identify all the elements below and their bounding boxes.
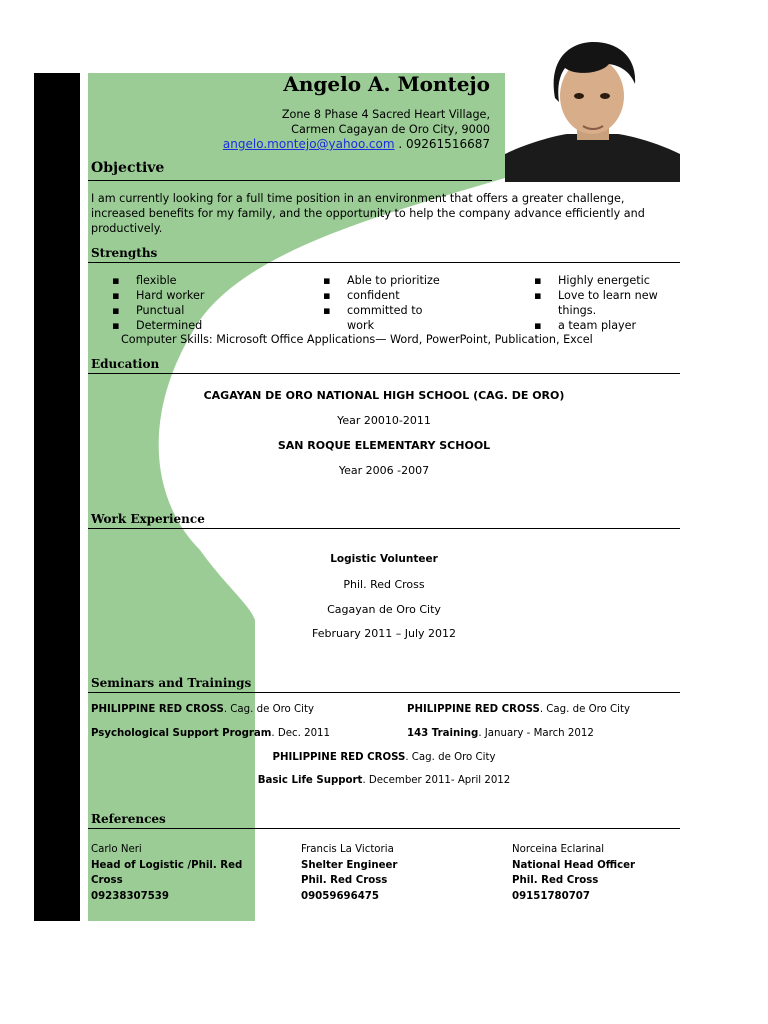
work-location: Cagayan de Oro City <box>327 603 441 616</box>
seminars-rule <box>88 692 680 693</box>
email-link[interactable]: angelo.montejo@yahoo.com <box>222 137 395 151</box>
list-item: work <box>347 319 375 332</box>
list-item: things. <box>558 304 597 317</box>
black-sidebar <box>34 73 80 921</box>
strengths-list-1 <box>112 273 205 333</box>
reference-org: Phil. Red Cross <box>512 875 599 886</box>
phone-number: . 09261516687 <box>398 137 490 151</box>
education-school-1: CAGAYAN DE ORO NATIONAL HIGH SCHOOL (CAG. DE ORO) <box>203 389 565 402</box>
reference-name: Norceina Eclarinal <box>512 844 605 855</box>
work-rule <box>88 528 680 529</box>
education-year-1: Year 20010-2011 <box>337 414 431 427</box>
reference-2 <box>301 842 501 904</box>
strengths-rule <box>88 262 680 263</box>
work-dates: February 2011 – July 2012 <box>312 627 456 640</box>
work-position: Logistic Volunteer <box>330 553 438 565</box>
seminar-2-program: 143 Training. January - March 2012 <box>407 728 594 739</box>
list-item: ▪ Able to prioritize <box>323 274 440 287</box>
education-rule <box>88 373 680 374</box>
strengths-heading: Strengths <box>91 246 158 260</box>
reference-name: Carlo Neri <box>91 844 142 855</box>
computer-skills: Computer Skills: Microsoft Office Applications— Word, PowerPoint, Publication, Excel <box>121 333 593 346</box>
reference-phone: 09059696475 <box>301 890 379 902</box>
references-heading: References <box>91 812 166 826</box>
reference-title: National Head Officer <box>512 859 636 871</box>
education-school-2: SAN ROQUE ELEMENTARY SCHOOL <box>277 439 491 452</box>
objective-heading: Objective <box>91 160 165 176</box>
seminars-heading: Seminars and Trainings <box>91 676 252 690</box>
list-item: ▪ a team player <box>534 319 637 332</box>
reference-title-cont: Cross <box>91 875 123 886</box>
reference-3 <box>512 842 680 904</box>
contact-line <box>223 137 490 151</box>
education-year-2: Year 2006 -2007 <box>338 464 430 477</box>
reference-title: Shelter Engineer <box>301 859 398 871</box>
education-heading: Education <box>91 357 160 371</box>
address-line-2: Carmen Cagayan de Oro City, 9000 <box>291 123 490 136</box>
list-item: ▪ flexible <box>112 274 177 287</box>
reference-1 <box>91 842 291 904</box>
seminar-1-org: PHILIPPINE RED CROSS. Cag. de Oro City <box>91 704 314 715</box>
objective-text: I am currently looking for a full time position in an environment that offers a greater challenge, increased benefits for my family, and the opportunity to help the company advance efficiently and productively. <box>91 192 645 235</box>
list-item: ▪ Determined <box>112 319 203 332</box>
address-line-1: Zone 8 Phase 4 Sacred Heart Village, <box>281 108 490 121</box>
profile-photo <box>505 36 680 182</box>
seminar-1-program: Psychological Support Program. Dec. 2011 <box>91 728 331 739</box>
objective-rule <box>88 180 492 181</box>
seminar-2-org: PHILIPPINE RED CROSS. Cag. de Oro City <box>407 704 630 715</box>
reference-title: Head of Logistic /Phil. Red <box>91 859 243 871</box>
list-item: ▪ Love to learn new <box>534 289 658 302</box>
seminar-3-org: PHILIPPINE RED CROSS. Cag. de Oro City <box>272 752 496 763</box>
strengths-list-3 <box>534 273 658 333</box>
references-rule <box>88 828 680 829</box>
work-heading: Work Experience <box>91 512 205 526</box>
reference-org: Phil. Red Cross <box>301 875 388 886</box>
list-item: ▪ committed to <box>323 304 423 317</box>
list-item: ▪ Punctual <box>112 304 185 317</box>
list-item: ▪ Hard worker <box>112 289 205 302</box>
work-organization: Phil. Red Cross <box>343 578 425 591</box>
reference-phone: 09238307539 <box>91 890 169 902</box>
seminar-3-program: Basic Life Support. December 2011- April 2012 <box>257 775 511 786</box>
candidate-name: Angelo A. Montejo <box>283 72 490 96</box>
list-item: ▪ confident <box>323 289 400 302</box>
list-item: ▪ Highly energetic <box>534 274 650 287</box>
strengths-list-2 <box>323 273 440 333</box>
reference-name: Francis La Victoria <box>301 844 394 855</box>
reference-phone: 09151780707 <box>512 890 590 902</box>
